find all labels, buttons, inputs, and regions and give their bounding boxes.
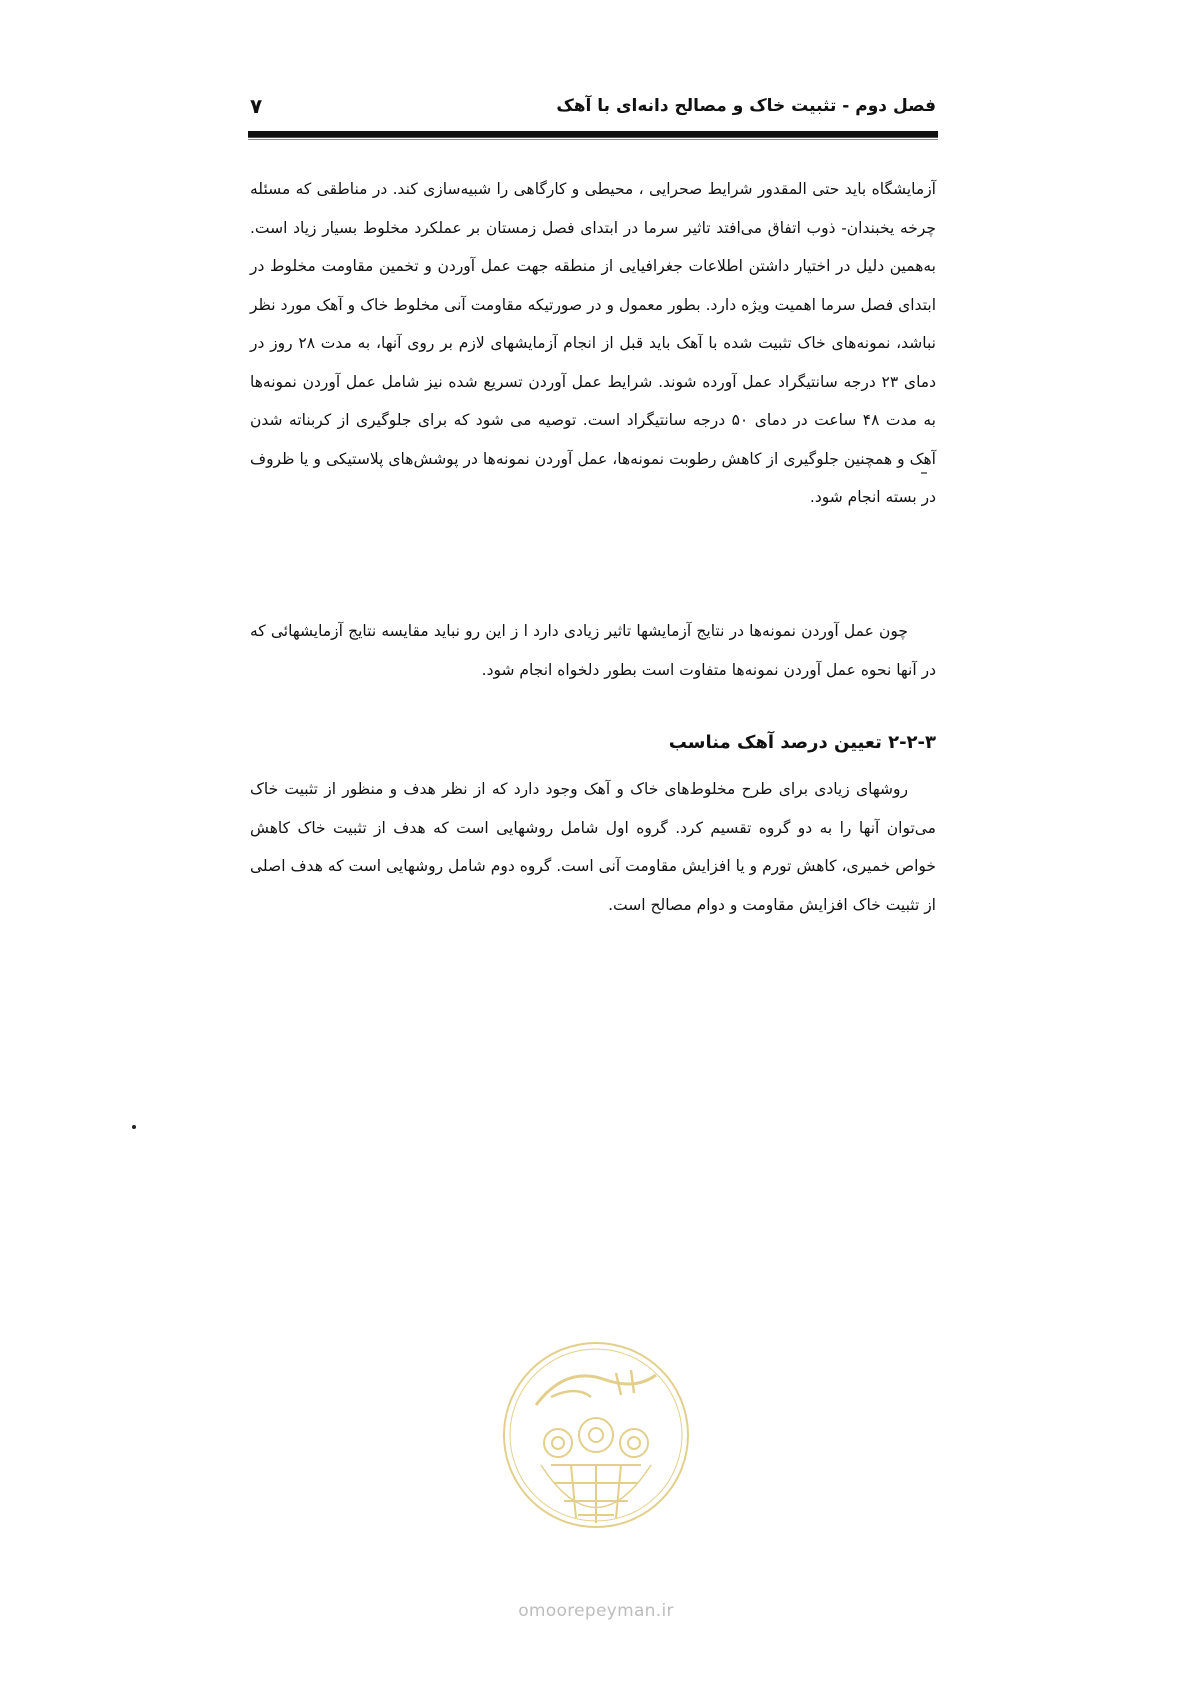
watermark-logo: [496, 1335, 696, 1621]
paragraph-mix-design-methods: روشهای زیادی برای طرح مخلوط‌های خاک و آهک وجود دارد که از نظر هدف و منظور از تثبیت خاک می‌توان آنها را به دو گروه تقسیم کرد. گروه اول شامل روشهایی است که هدف از تثبیت خاک کاهش خواص خمیری، کاهش تورم و یا افزایش مقاومت آنی است. گروه دوم شامل روشهایی است که هدف اصلی از تثبیت خاک افزایش مقاومت و دوام مصالح است.: [250, 780, 936, 914]
paragraph-comparison-note: چون عمل آوردن نمونه‌ها در نتایج آزمایشها تاثیر زیادی دارد ا ز این رو نباید مقایسه نتایج آزمایشهائی که در آنها نحوه عمل آوردن نمونه‌ها متفاوت است بطور دلخواه انجام شود.: [250, 622, 936, 679]
page-number: ۷: [250, 94, 263, 118]
watermark-seal-icon: [496, 1335, 696, 1555]
running-header: [248, 96, 936, 126]
scan-dot: [132, 1125, 136, 1129]
section-heading: ۲-۲-۳ تعیین درصد آهک مناسب: [668, 732, 936, 753]
chapter-title: فصل دوم - تثبیت خاک و مصالح دانه‌ای با آهک: [556, 96, 936, 116]
paragraph-curing-conditions: آزمایشگاه باید حتی المقدور شرایط صحرایی ، محیطی و کارگاهی را شبیه‌سازی کند. در مناطقی که مسئله چرخه یخبندان- ذوب اتفاق می‌افتد تاثیر سرما در ابتدای فصل زمستان بر عملکرد مخلوط بسیار زیاد است. به‌همین دلیل در اختیار داشتن اطلاعات جغرافیایی از منطقه جهت عمل آوردن و تخمین مقاومت مخلوط در ابتدای فصل سرما اهمیت ویژه دارد. بطور معمول و در صورتیکه مقاومت آنی مخلوط خاک و آهک مورد نظر نباشد، نمونه‌های خاک تثبیت شده با آهک باید قبل از انجام آزمایشهای لازم بر روی آنها، به مدت ۲۸ روز در دمای ۲۳ درجه سانتیگراد عمل آورده شوند. شرایط عمل آوردن تسریع شده نیز شامل عمل آوردن نمونه‌ها به مدت ۴۸ ساعت در دمای ۵۰ درجه سانتیگراد است. توصیه می شود که برای جلوگیری از کربناته شدن آهک و همچنین جلوگیری از کاهش رطوبت نمونه‌ها، عمل آوردن نمونه‌ها در پوشش‌های پلاستیکی و یا ظروف در بسته انجام شود.: [250, 180, 936, 506]
header-rule: [248, 131, 938, 138]
scan-mark: [921, 472, 927, 474]
header-rule-thin: [248, 139, 938, 140]
watermark-url: omoorepeyman.ir: [518, 1601, 674, 1621]
